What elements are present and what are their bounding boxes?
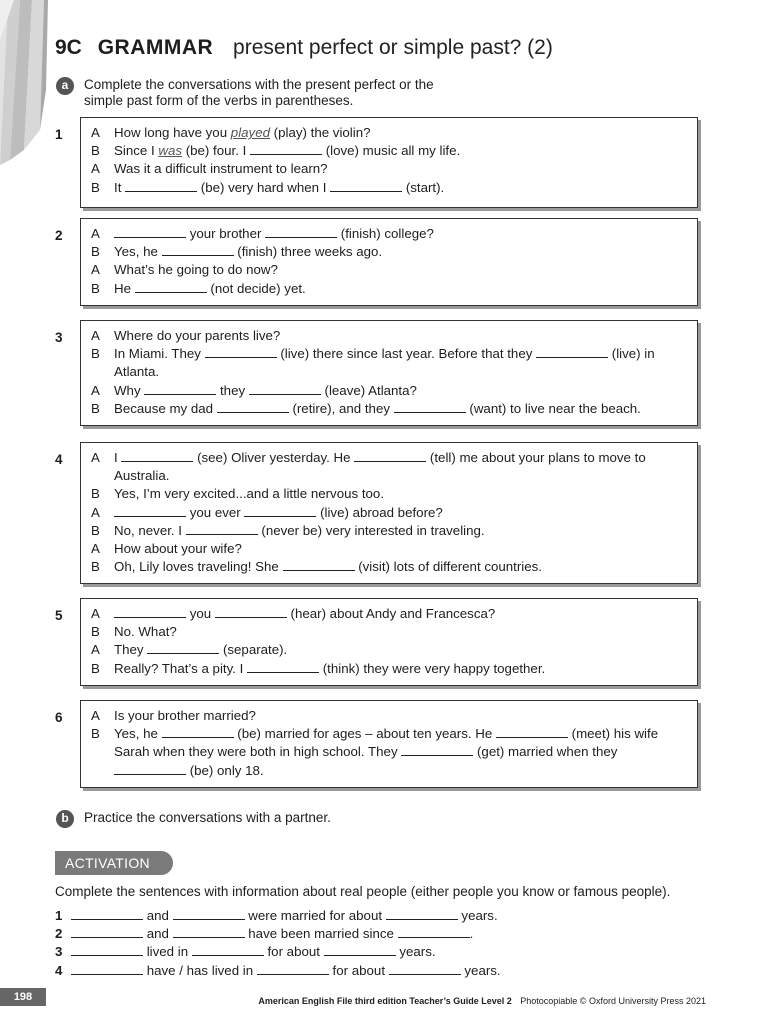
line-text: years. — [395, 944, 436, 959]
dialogue-line — [91, 522, 687, 540]
speaker-label: B — [91, 660, 100, 676]
line-text: It — [114, 179, 126, 195]
line-text: They — [114, 642, 148, 658]
line-text: years. — [460, 963, 501, 978]
page-footer — [258, 996, 706, 1006]
line-text: (finish) college? — [337, 226, 434, 241]
line-text: How about your wife? — [114, 541, 242, 557]
line-text: they — [216, 382, 249, 398]
sentence-number: 4 — [55, 963, 63, 978]
answer-blank[interactable] — [386, 908, 458, 920]
speaker-label: B — [91, 400, 100, 416]
line-text: What’s he going to do now? — [114, 262, 278, 278]
dialogue-line — [91, 540, 687, 558]
answer-blank[interactable] — [283, 559, 355, 571]
answer-blank[interactable] — [135, 281, 207, 293]
line-text: (live) in Atlanta. — [114, 346, 655, 380]
line-text: I — [114, 450, 122, 465]
line-text: (tell) me about your plans to move to Australia. — [114, 450, 646, 484]
line-text: (see) Oliver yesterday. He — [193, 450, 355, 465]
part-a-instruction-line-2: simple past form of the verbs in parentheses. — [84, 93, 354, 108]
speaker-label: A — [91, 226, 100, 241]
line-text: (be) married for ages – about ten years. He — [233, 726, 496, 742]
dialogue-line — [91, 707, 687, 725]
answer-blank[interactable] — [496, 726, 568, 738]
answer-blank[interactable] — [144, 383, 216, 395]
answer-blank[interactable] — [247, 661, 319, 673]
line-text: Yes, I’m very excited...and a little nervous too. — [114, 486, 385, 502]
answer-blank[interactable] — [114, 505, 186, 517]
exercise-box-1 — [80, 117, 698, 208]
book-title: American English File third edition Teacher’s Guide Level 2 — [258, 996, 512, 1006]
answer-blank[interactable] — [244, 505, 316, 517]
line-text: (hear) about Andy and Francesca? — [286, 606, 496, 621]
speaker-label: A — [91, 450, 100, 465]
answer-blank[interactable] — [389, 963, 461, 975]
answer-blank[interactable] — [121, 450, 193, 462]
dialogue-line — [91, 660, 687, 678]
dialogue-line — [91, 605, 687, 623]
line-text: (play) the violin? — [269, 125, 371, 140]
line-text: Where do your parents live? — [114, 328, 281, 343]
answer-blank[interactable] — [324, 944, 396, 956]
exercise-box-4 — [80, 442, 698, 584]
line-text: have / has lived in — [143, 963, 257, 978]
answer-blank[interactable] — [536, 346, 608, 358]
speaker-label: A — [91, 606, 100, 621]
line-text: (think) they were very happy together. — [319, 660, 546, 676]
line-text: Yes, he — [114, 244, 162, 260]
answer-blank[interactable] — [114, 763, 186, 775]
dialogue-line — [91, 485, 687, 503]
dialogue-line — [91, 504, 687, 522]
exercise-number: 3 — [55, 330, 63, 345]
dialogue-line — [91, 641, 687, 659]
dialogue-line — [91, 623, 687, 641]
line-text: (get) married when they — [473, 744, 618, 760]
answer-blank[interactable] — [330, 180, 402, 192]
line-text: Oh, Lily loves traveling! She — [114, 559, 283, 575]
line-text: No, never. I — [114, 522, 186, 538]
exercise-number: 2 — [55, 228, 63, 243]
speaker-label: B — [91, 522, 100, 538]
page-number: 198 — [0, 988, 46, 1006]
speaker-label: B — [91, 486, 100, 502]
dialogue-line — [91, 160, 687, 178]
line-text: were married for about — [244, 908, 386, 923]
speaker-label: B — [91, 559, 100, 575]
exercise-number: 1 — [55, 127, 63, 142]
dialogue-line — [91, 725, 687, 780]
answer-blank[interactable] — [162, 726, 234, 738]
answer-blank[interactable] — [192, 944, 264, 956]
line-text: (never be) very interested in traveling. — [257, 522, 485, 538]
part-b-badge: b — [56, 810, 74, 828]
dialogue-line — [91, 243, 687, 261]
line-text: Yes, he — [114, 726, 162, 742]
example-answer: was — [158, 143, 183, 159]
line-text: (be) four. I — [182, 143, 251, 159]
line-text: for about — [263, 944, 324, 959]
answer-blank[interactable] — [71, 963, 143, 975]
answer-blank[interactable] — [125, 180, 197, 192]
page-title — [55, 36, 553, 60]
speaker-label: A — [91, 328, 100, 343]
answer-blank[interactable] — [215, 606, 287, 618]
answer-blank[interactable] — [162, 244, 234, 256]
line-text: (live) there since last year. Before that they — [276, 346, 537, 362]
line-text: (love) music all my life. — [322, 143, 461, 159]
corner-decoration — [0, 0, 50, 165]
answer-blank[interactable] — [205, 346, 277, 358]
dialogue-line — [91, 345, 687, 381]
line-text: you — [186, 606, 215, 621]
answer-blank[interactable] — [147, 642, 219, 654]
dialogue-line — [91, 558, 687, 576]
speaker-label: B — [91, 280, 100, 296]
speaker-label: A — [91, 262, 100, 278]
answer-blank[interactable] — [265, 226, 337, 238]
line-text: (finish) three weeks ago. — [233, 244, 383, 260]
answer-blank[interactable] — [71, 908, 143, 920]
activation-sentence — [55, 908, 498, 923]
part-a-instruction-line-1: Complete the conversations with the present perfect or the — [84, 77, 434, 92]
answer-blank[interactable] — [401, 744, 473, 756]
line-text: . — [469, 926, 474, 941]
dialogue-line — [91, 449, 687, 485]
exercise-number: 5 — [55, 608, 63, 623]
line-text: your brother — [186, 226, 266, 241]
line-text: (leave) Atlanta? — [320, 382, 417, 398]
line-text: Really? That’s a pity. I — [114, 660, 248, 676]
line-text: He — [114, 280, 135, 296]
activation-sentence — [55, 963, 501, 978]
activation-sentence — [55, 944, 436, 959]
sentence-number: 1 — [55, 908, 63, 923]
line-text: (be) very hard when I — [197, 179, 331, 195]
answer-blank[interactable] — [249, 383, 321, 395]
exercise-box-5 — [80, 598, 698, 686]
dialogue-line — [91, 142, 687, 160]
speaker-label: B — [91, 726, 100, 742]
line-text: for about — [328, 963, 389, 978]
line-text: have been married since — [244, 926, 398, 941]
answer-blank[interactable] — [114, 226, 186, 238]
dialogue-line — [91, 124, 687, 142]
lesson-code: 9C — [55, 36, 82, 59]
speaker-label: A — [91, 382, 100, 398]
answer-blank[interactable] — [114, 606, 186, 618]
line-text: (meet) his wife Sarah when they were both in high school. They — [114, 726, 659, 760]
line-text: Was it a difficult instrument to learn? — [114, 161, 328, 177]
speaker-label: A — [91, 125, 100, 140]
line-text: (visit) lots of different countries. — [354, 559, 542, 575]
part-a-instruction — [84, 77, 434, 109]
line-text: No. What? — [114, 624, 177, 640]
sentence-number: 3 — [55, 944, 63, 959]
answer-blank[interactable] — [173, 908, 245, 920]
line-text: In Miami. They — [114, 346, 205, 362]
answer-blank[interactable] — [71, 944, 143, 956]
speaker-label: B — [91, 143, 100, 159]
line-text: (be) only 18. — [186, 762, 264, 778]
dialogue-line — [91, 280, 687, 298]
exercise-box-2 — [80, 218, 698, 306]
exercise-number: 4 — [55, 452, 63, 467]
line-text: (want) to live near the beach. — [465, 400, 641, 416]
example-answer: played — [230, 125, 270, 140]
answer-blank[interactable] — [71, 926, 143, 938]
line-text: you ever — [186, 504, 245, 520]
answer-blank[interactable] — [257, 963, 329, 975]
line-text: and — [143, 908, 173, 923]
dialogue-line — [91, 225, 687, 243]
line-text: years. — [457, 908, 498, 923]
answer-blank[interactable] — [354, 450, 426, 462]
answer-blank[interactable] — [173, 926, 245, 938]
speaker-label: B — [91, 346, 100, 362]
line-text: (separate). — [219, 642, 288, 658]
line-text: (live) abroad before? — [316, 504, 443, 520]
line-text: (not decide) yet. — [206, 280, 306, 296]
sentence-number: 2 — [55, 926, 63, 941]
activation-instruction: Complete the sentences with information about real people (either people you know or famous people). — [55, 884, 671, 899]
line-text: lived in — [143, 944, 192, 959]
speaker-label: A — [91, 161, 100, 177]
line-text: and — [143, 926, 173, 941]
speaker-label: A — [91, 504, 100, 520]
line-text: Because my dad — [114, 400, 217, 416]
answer-blank[interactable] — [398, 926, 470, 938]
speaker-label: A — [91, 642, 100, 658]
dialogue-line — [91, 400, 687, 418]
speaker-label: B — [91, 244, 100, 260]
exercise-number: 6 — [55, 710, 63, 725]
dialogue-line — [91, 382, 687, 400]
section-name: GRAMMAR — [97, 36, 214, 59]
speaker-label: A — [91, 708, 100, 723]
part-a-badge: a — [56, 77, 74, 95]
exercise-box-3 — [80, 320, 698, 426]
dialogue-line — [91, 327, 687, 345]
line-text: Why — [114, 382, 145, 398]
lesson-topic: present perfect or simple past? (2) — [233, 36, 553, 59]
copyright-notice: Photocopiable © Oxford University Press 2021 — [520, 996, 706, 1006]
activation-sentence — [55, 926, 473, 941]
answer-blank[interactable] — [186, 523, 258, 535]
speaker-label: B — [91, 624, 100, 640]
line-text: Since I — [114, 143, 159, 159]
part-b-instruction: Practice the conversations with a partner. — [84, 810, 331, 825]
dialogue-line — [91, 179, 687, 197]
line-text: (retire), and they — [288, 400, 394, 416]
dialogue-line — [91, 261, 687, 279]
line-text: How long have you — [114, 125, 231, 140]
answer-blank[interactable] — [250, 143, 322, 155]
line-text: (start). — [402, 179, 445, 195]
answer-blank[interactable] — [394, 401, 466, 413]
answer-blank[interactable] — [217, 401, 289, 413]
exercise-box-6 — [80, 700, 698, 788]
line-text: Is your brother married? — [114, 708, 256, 723]
speaker-label: A — [91, 541, 100, 557]
speaker-label: B — [91, 179, 100, 195]
activation-label: ACTIVATION — [55, 851, 173, 875]
